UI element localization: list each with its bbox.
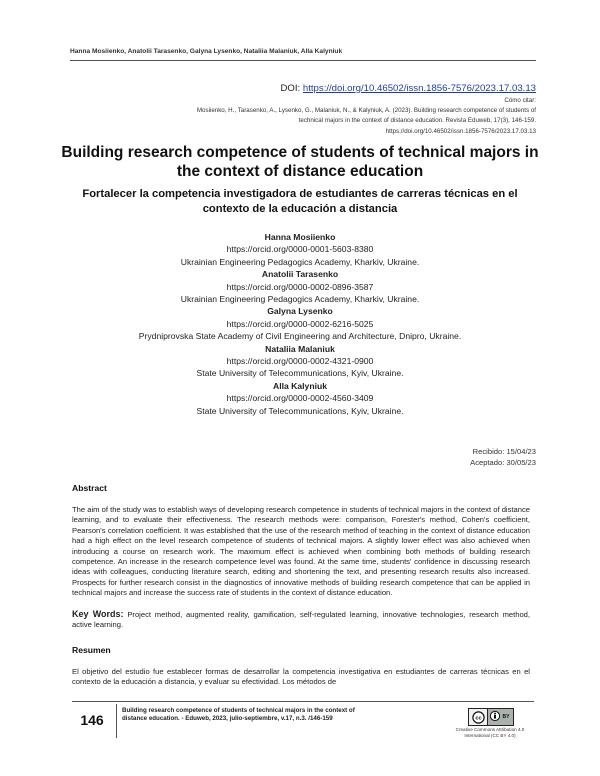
attribution-icon [488, 709, 513, 725]
svg-text:cc: cc [474, 715, 482, 722]
author-orcid-link[interactable]: https://orcid.org/0000-0002-6216-5025 [226, 318, 374, 329]
doi-link[interactable]: https://doi.org/10.46502/issn.1856-7576/2023.17.03.13 [302, 83, 536, 94]
author-affiliation: State University of Telecommunications, Kyiv, Ukraine. [196, 405, 404, 416]
footer-divider [72, 701, 534, 702]
journal-reference [122, 707, 422, 724]
cc-by-text: BY [502, 714, 509, 720]
paper-subtitle: Fortalecer la competencia investigadora de estudiantes de carreras técnicas en el contexto de la educación a distancia [82, 188, 518, 215]
author-affiliation: State University of Telecommunications, Kyiv, Ukraine. [196, 368, 404, 379]
received-date: Recibido: 15/04/23 [472, 447, 536, 456]
author-name: Galyna Lysenko [267, 306, 333, 317]
author-orcid-link[interactable]: https://orcid.org/0000-0001-5603-8380 [226, 244, 374, 255]
author-name: Nataliia Malaniuk [265, 343, 335, 354]
author-orcid-link[interactable]: https://orcid.org/0000-0002-4560-3409 [226, 393, 374, 404]
journal-reference-line: Building research competence of students of technical majors in the context of [122, 707, 355, 714]
keywords-text: Project method, augmented reality, gamification, self-regulated learning, innovative technologies, research method, active learning. [72, 610, 531, 630]
paper-title: Building research competence of students of technical majors in the context of distance education [61, 144, 539, 180]
license-line: Creative Commons Attribution 4.0 [455, 727, 525, 732]
cc-license-badge[interactable] [468, 708, 514, 726]
citation-block [66, 96, 536, 137]
author-name: Anatolii Tarasenko [261, 269, 339, 280]
author-name: Hanna Mosiienko [264, 232, 336, 242]
license-line: International (CC BY 4.0) [464, 733, 516, 738]
author-list [60, 231, 540, 417]
keywords [72, 609, 530, 631]
abstract-heading: Abstract [72, 483, 107, 493]
author-affiliation: Ukrainian Engineering Pedagogics Academy, Kharkiv, Ukraine. [180, 256, 420, 267]
doi-line [280, 83, 536, 94]
page-number: 146 [80, 712, 104, 728]
keywords-label: Key Words: [72, 609, 124, 619]
author-affiliation: Prydniprovska State Academy of Civil Engineering and Architecture, Dnipro, Ukraine. [138, 331, 462, 342]
accepted-date: Aceptado: 30/05/23 [470, 457, 536, 467]
author-orcid-link[interactable]: https://orcid.org/0000-0002-4321-0900 [226, 356, 374, 367]
citation-doi-link[interactable]: https://doi.org/10.46502/issn.1856-7576/2023.17.03.13 [385, 127, 536, 135]
submission-dates [470, 447, 536, 468]
footer-separator [116, 704, 117, 738]
author-name: Alla Kalyniuk [273, 380, 327, 391]
author-orcid-link[interactable]: https://orcid.org/0000-0002-0896-3587 [226, 281, 374, 292]
abstract-text: The aim of the study was to establish ways of developing research competence in students of technical majors in the context of distance learning, and to evaluate their effectiveness. The research methods were: comparison, Forester's method, Cohen's coefficient, Pearson's correlation coefficient. It was established that the use of the research method of teaching in the context of distance education had a high effect on the level research competence of students of technical majors. A slightly lower effect was also achieved when introducing a course on research work. The maximum effect is achieved when combining both methods of building research competence. An increase in the research competence level was found. At the same time, students' confidence in discussing research ideas with colleagues, conducting literature search, editing and shortening the text, and presenting research results also increased. Prospects for further research consist in the diagnostics of innovative methods of building research competence that can be applied in technical majors and increase the success rate of students in the context of distance education. [72, 505, 530, 598]
running-authors: Hanna Mosiienko, Anatolii Tarasenko, Galyna Lysenko, Nataliia Malaniuk, Alla Kalyniuk [70, 48, 343, 55]
cc-icon [469, 709, 488, 725]
citation-line: Mosiienko, H., Tarasenko, A., Lysenko, G., Malaniuk, N., & Kalyniuk, A. (2023). Building research competence of students of [196, 107, 536, 115]
citation-label: Cómo citar: [504, 97, 536, 104]
resumen-text: El objetivo del estudio fue establecer formas de desarrollar la competencia investigativa en estudiantes de carreras técnicas en el contexto de la educación a distancia, y evaluar su efectividad. Los métodos de [72, 667, 530, 687]
journal-reference-line: distance education. - Eduweb, 2023, julio-septiembre, v.17, n.3. /146-159 [122, 715, 333, 723]
header-divider [70, 60, 536, 61]
citation-line: technical majors in the context of distance education. Revista Eduweb, 17(3), 146-159. [298, 117, 536, 125]
resumen-heading: Resumen [72, 645, 111, 655]
author-affiliation: Ukrainian Engineering Pedagogics Academy, Kharkiv, Ukraine. [180, 294, 420, 305]
doi-label: DOI: [280, 83, 301, 94]
license-text [452, 727, 528, 739]
